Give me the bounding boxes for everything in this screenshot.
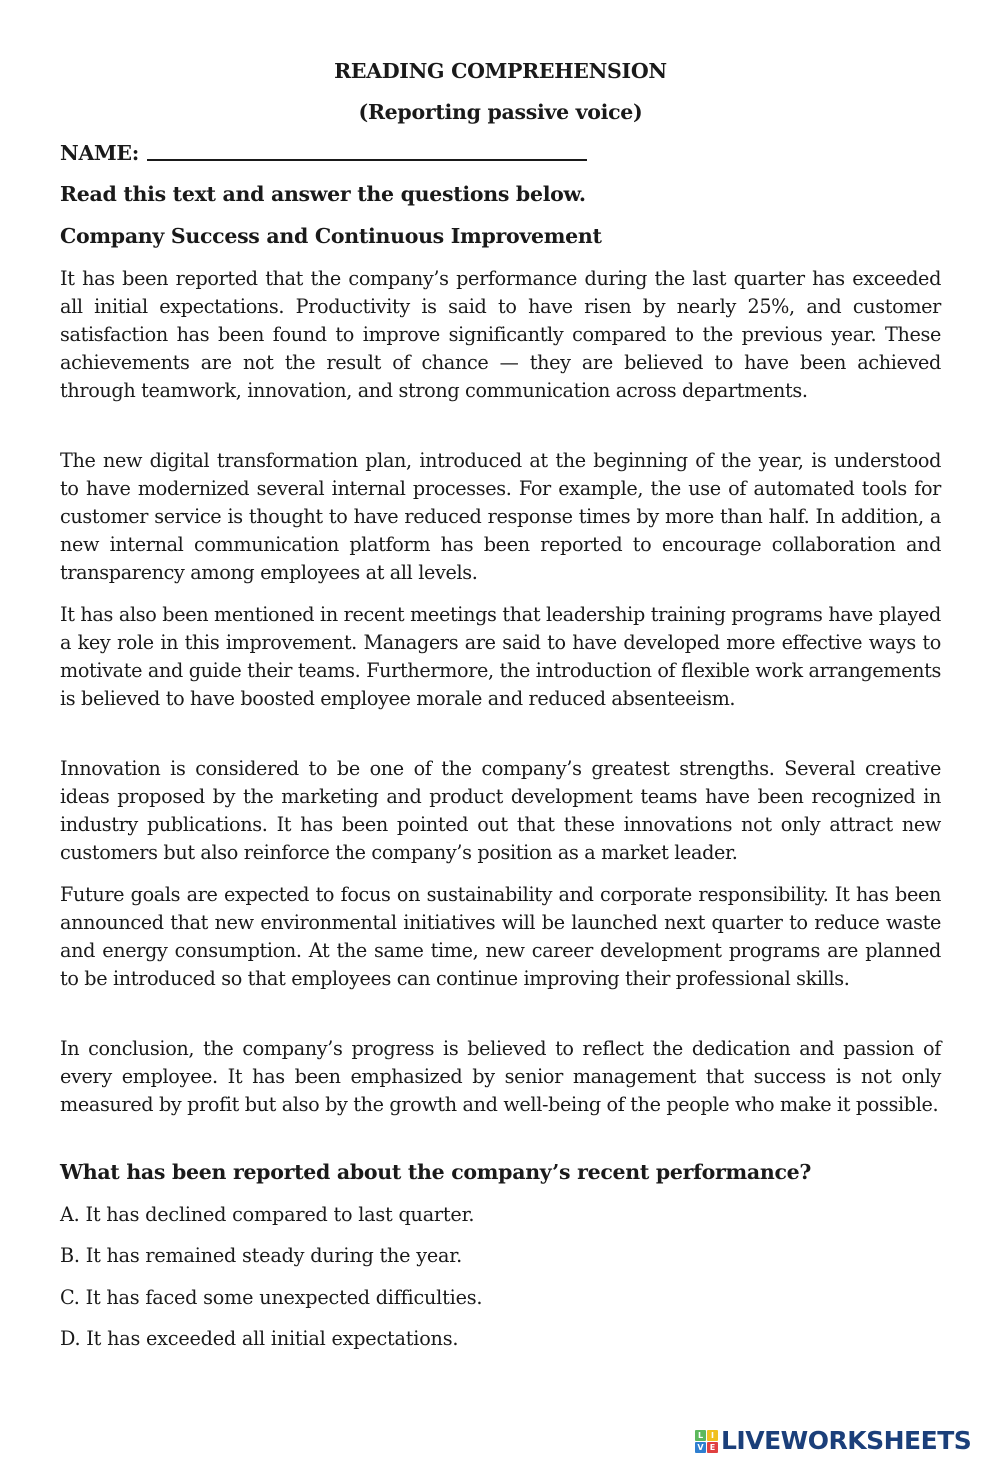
worksheet-subtitle: (Reporting passive voice) <box>358 100 643 124</box>
logo-block-l: L <box>695 1430 706 1441</box>
answer-option-a[interactable]: A. It has declined compared to last quarter. <box>60 1203 475 1226</box>
worksheet-title: READING COMPREHENSION <box>334 59 667 83</box>
answer-option-b[interactable]: B. It has remained steady during the year. <box>60 1244 463 1267</box>
live-blocks-icon <box>695 1430 718 1453</box>
article-paragraph-4: Innovation is considered to be one of the company’s greatest strengths. Several creative ideas proposed by the marketing and product development teams have been recognized in industry publications. It has been pointed out that these innovations not only attract new customers but also reinforce the company’s position as a market leader. <box>60 757 941 864</box>
logo-wordmark: LIVEWORKSHEETS <box>721 1426 972 1455</box>
article-heading: Company Success and Continuous Improvement <box>60 224 602 248</box>
article-paragraph-3: It has also been mentioned in recent meetings that leadership training programs have played a key role in this improvement. Managers are said to have developed more effective ways to motivate and guide their teams. Furthermore, the introduction of flexible work arrangements is believed to have boosted employee morale and reduced absenteeism. <box>60 603 941 710</box>
logo-block-i: I <box>707 1430 718 1441</box>
liveworksheets-logo <box>695 1428 971 1454</box>
article-paragraph-1: It has been reported that the company’s performance during the last quarter has exceeded all initial expectations. Productivity is said to have risen by nearly 25%, and customer satisfaction has been found to improve significantly compared to the previous year. These achievements are not the result of chance — they are believed to have been achieved through teamwork, innovation, and strong communication across departments. <box>60 267 941 402</box>
name-label: NAME: <box>60 141 140 165</box>
logo-block-v: V <box>695 1442 706 1453</box>
article-paragraph-2: The new digital transformation plan, introduced at the beginning of the year, is understood to have modernized several internal processes. For example, the use of automated tools for customer service is thought to have reduced response times by more than half. In addition, a new internal communication platform has been reported to encourage collaboration and transparency among employees at all levels. <box>60 449 941 584</box>
article-paragraph-6: In conclusion, the company’s progress is believed to reflect the dedication and passion of every employee. It has been emphasized by senior management that success is not only measured by profit but also by the growth and well-being of the people who make it possible. <box>60 1037 941 1116</box>
logo-block-e: E <box>707 1442 718 1453</box>
article-paragraph-5: Future goals are expected to focus on sustainability and corporate responsibility. It has been announced that new environmental initiatives will be launched next quarter to reduce waste and energy consumption. At the same time, new career development programs are planned to be introduced so that employees can continue improving their professional skills. <box>60 883 941 990</box>
answer-option-d[interactable]: D. It has exceeded all initial expectations. <box>60 1327 459 1350</box>
name-field-row <box>60 141 587 165</box>
instruction-text: Read this text and answer the questions below. <box>60 182 586 206</box>
quiz-question: What has been reported about the company’s recent performance? <box>60 1160 812 1184</box>
name-input-line[interactable] <box>147 159 587 161</box>
answer-option-c[interactable]: C. It has faced some unexpected difficulties. <box>60 1286 483 1309</box>
